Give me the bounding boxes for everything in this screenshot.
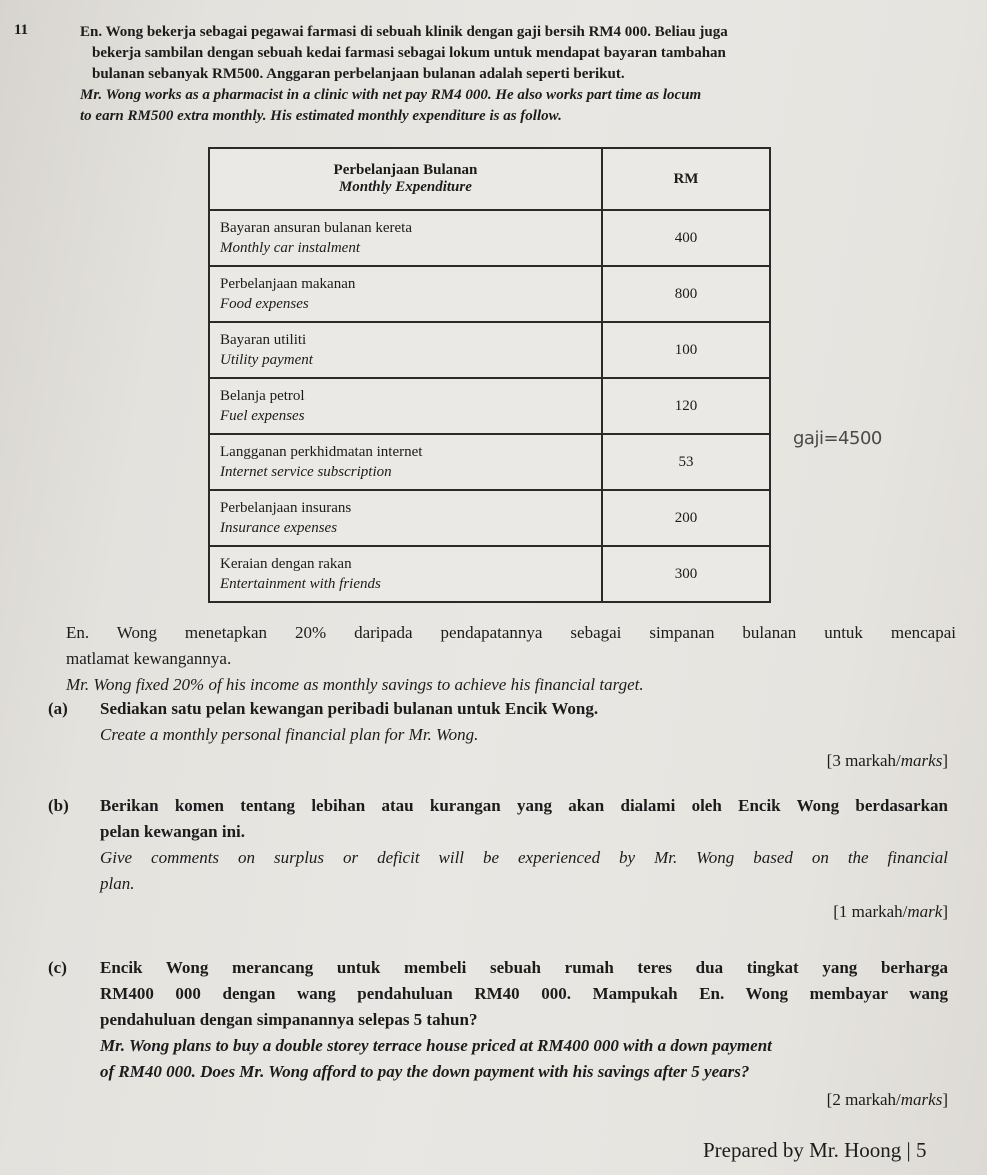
row-label-en: Food expenses [220,296,309,312]
intro-ms-line-1: En. Wong bekerja sebagai pegawai farmasi di sebuah klinik dengan gaji bersih RM4 000. Beliau juga [80,24,728,40]
part-c-ms-line-3: pendahuluan dengan simpanannya selepas 5 tahun? [100,1010,478,1029]
header-rm: RM [602,148,770,210]
table-row [209,266,770,322]
row-label-ms: Perbelanjaan makanan [220,276,356,292]
table-row [209,210,770,266]
handwritten-note: gaji=4500 [793,428,882,449]
row-label-ms: Keraian dengan rakan [220,556,352,572]
savings-ms-line-1: En. Wong menetapkan 20% daripada pendapatannya sebagai simpanan bulanan untuk mencapai [66,623,956,642]
table-row [209,378,770,434]
row-amount: 800 [602,266,770,322]
table-row [209,546,770,602]
row-label-en: Fuel expenses [220,408,305,424]
row-amount: 400 [602,210,770,266]
intro-en-line-1: Mr. Wong works as a pharmacist in a clinic with net pay RM4 000. He also works part time as locum [80,87,702,103]
footer-prepared-by: Prepared by Mr. Hoong | 5 [703,1138,927,1162]
part-a-label: (a) [48,699,68,718]
row-label-ms: Bayaran utiliti [220,332,307,348]
header-ms: Perbelanjaan Bulanan [333,162,478,178]
savings-ms-line-2: matlamat kewangannya. [66,649,232,668]
row-amount: 53 [602,434,770,490]
row-amount: 300 [602,546,770,602]
table-row [209,490,770,546]
row-amount: 120 [602,378,770,434]
part-a-en: Create a monthly personal financial plan for Mr. Wong. [100,725,479,744]
part-b-ms-line-1: Berikan komen tentang lebihan atau kurangan yang akan dialami oleh Encik Wong berdasarkan [100,796,948,815]
part-c-ms-line-1: Encik Wong merancang untuk membeli sebuah rumah teres dua tingkat yang berharga [100,958,948,977]
part-b-marks: [1 markah/mark] [833,902,948,921]
row-label-en: Utility payment [220,352,313,368]
savings-statement [66,620,956,698]
part-b-label: (b) [48,796,69,815]
intro-en-line-2: to earn RM500 extra monthly. His estimated monthly expenditure is as follow. [80,108,562,124]
savings-en: Mr. Wong fixed 20% of his income as monthly savings to achieve his financial target. [66,675,644,694]
part-c-ms-line-2: RM400 000 dengan wang pendahuluan RM40 000. Mampukah En. Wong membayar wang [100,984,948,1003]
row-label-en: Insurance expenses [220,520,338,536]
header-expenditure [209,148,602,210]
part-a [48,696,948,770]
header-en: Monthly Expenditure [338,179,472,195]
row-amount: 100 [602,322,770,378]
part-c-marks: [2 markah/marks] [826,1090,948,1109]
part-a-marks: [3 markah/marks] [826,751,948,770]
part-c [48,955,948,1109]
part-c-label: (c) [48,958,67,977]
part-b-en-line-1: Give comments on surplus or deficit will be experienced by Mr. Wong based on the financial [100,848,948,867]
question-number: 11 [14,22,29,38]
part-b [48,793,948,921]
row-label-ms: Bayaran ansuran bulanan kereta [220,220,412,236]
row-label-en: Entertainment with friends [220,576,381,592]
row-label-en: Monthly car instalment [220,240,360,256]
part-a-ms: Sediakan satu pelan kewangan peribadi bulanan untuk Encik Wong. [100,699,599,718]
table-row [209,322,770,378]
part-c-en-line-1: Mr. Wong plans to buy a double storey terrace house priced at RM400 000 with a down payment [100,1036,772,1055]
row-label-ms: Perbelanjaan insurans [220,500,352,516]
question-intro [80,22,965,127]
row-label-ms: Langganan perkhidmatan internet [220,444,423,460]
expenditure-table [208,147,771,603]
part-b-ms-line-2: pelan kewangan ini. [100,822,246,841]
row-label-en: Internet service subscription [220,464,392,480]
table-header-row [209,148,770,210]
intro-ms-line-3: bulanan sebanyak RM500. Anggaran perbelanjaan bulanan adalah seperti berikut. [92,66,625,82]
table-row [209,434,770,490]
row-label-ms: Belanja petrol [220,388,305,404]
intro-ms-line-2: bekerja sambilan dengan sebuah kedai farmasi sebagai lokum untuk mendapat bayaran tambahan [92,45,726,61]
part-b-en-line-2: plan. [100,874,135,893]
part-c-en-line-2: of RM40 000. Does Mr. Wong afford to pay the down payment with his savings after 5 years? [100,1062,750,1081]
row-amount: 200 [602,490,770,546]
